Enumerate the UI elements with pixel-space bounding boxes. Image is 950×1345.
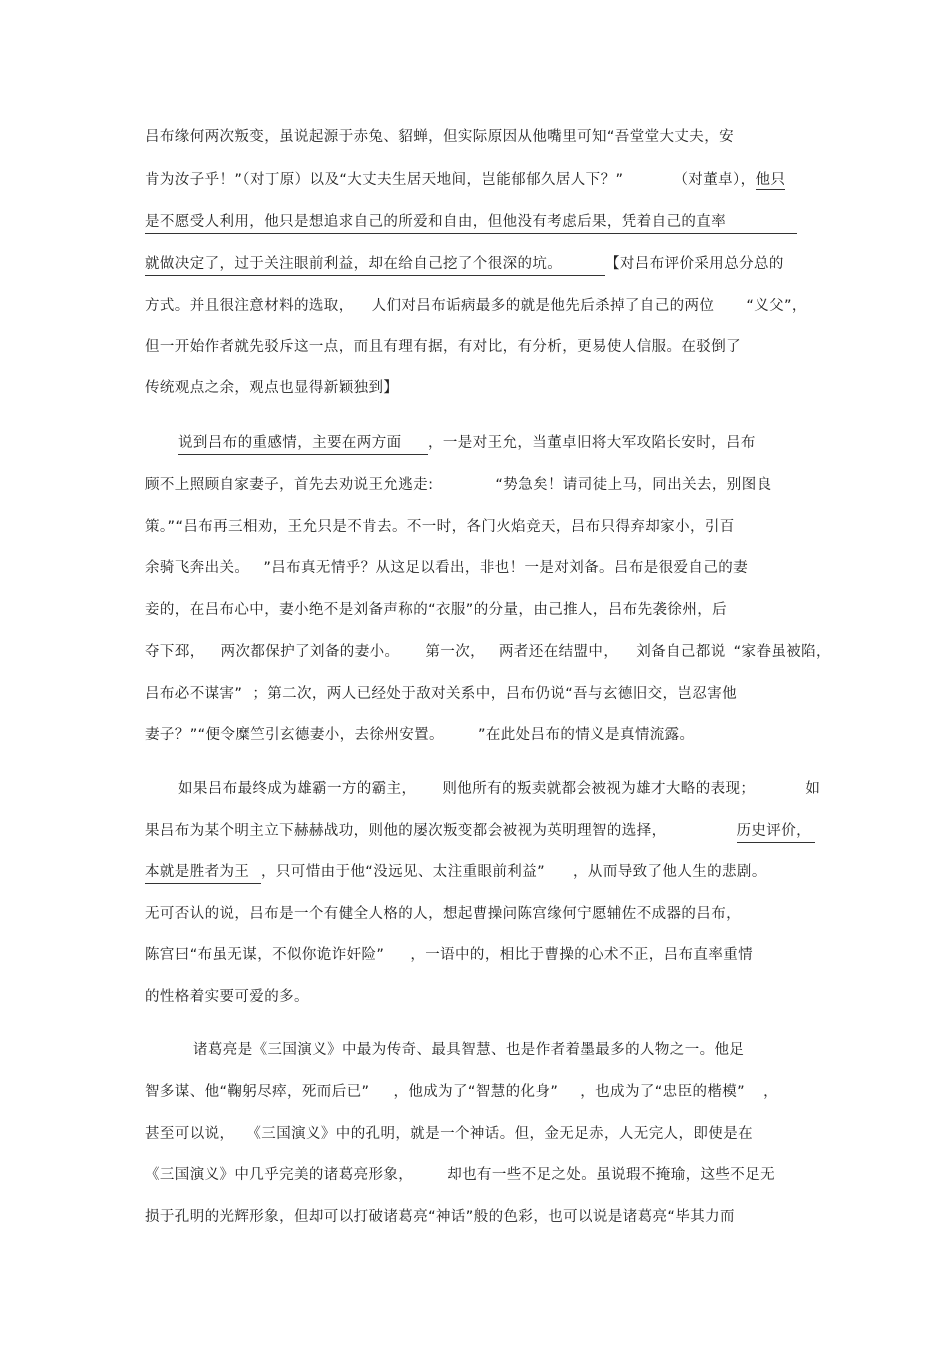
text-line: 损于孔明的光辉形象，但却可以打破诸葛亮“神话”般的色彩，也可以说是诸葛亮“毕其力而	[145, 1209, 735, 1225]
text-line: 说到吕布的重感情，主要在两方面 ，一是对王允，当董卓旧将大军攻陷长安时，吕布	[178, 433, 756, 455]
text-line: 肯为汝子乎！”（对丁原）以及“大丈夫生居天地间，岂能郁郁久居人下？” （对董卓），他只	[145, 172, 786, 188]
text-line: 方式。并且很注意材料的选取， 人们对吕布诟病最多的就是他先后杀掉了自己的两位 “义父”，	[145, 298, 807, 314]
text-line: 的性格着实要可爱的多。	[145, 989, 309, 1005]
text-line: 无可否认的说，吕布是一个有健全人格的人，想起曹操问陈宫缘何宁愿辅佐不成器的吕布，	[145, 906, 741, 922]
text-line: 吕布必不谋害” ；第二次，两人已经处于敌对关系中，吕布仍说“吾与玄德旧交，岂忍害他	[145, 686, 738, 702]
text-line: 顾不上照顾自家妻子，首先去劝说王允逃走: “势急矣！请司徒上马，同出关去，别图良	[145, 477, 772, 493]
text-line	[145, 212, 797, 234]
text-line: 陈宫曰“布虽无谋，不似你诡诈奸险” ，一语中的，相比于曹操的心术不正，吕布直率重情	[145, 947, 754, 963]
underlined-text: 说到吕布的重感情，主要在两方面	[178, 433, 428, 455]
text-line: 余骑飞奔出关。 ”吕布真无情乎？从这足以看出，非也！一是对刘备。吕布是很爱自己的妻	[145, 560, 749, 576]
underlined-text: 历史评价，	[737, 821, 815, 843]
text-line: 本就是胜者为王 ，只可惜由于他“没远见、太注重眼前利益” ，从而导致了他人生的悲剧。	[145, 862, 767, 884]
text-line: 如果吕布最终成为雄霸一方的霸主， 则他所有的叛卖就都会被视为雄才大略的表现； 如	[178, 781, 821, 797]
text-line: 夺下邳， 两次都保护了刘备的妻小。 第一次， 两者还在结盟中， 刘备自己都说 “家眷虽被陷，	[145, 644, 831, 660]
text-line: 妻子？”“便令糜竺引玄德妻小，去徐州安置。 ”在此处吕布的情义是真情流露。	[145, 727, 695, 743]
text-line: 智多谋、他“鞠躬尽瘁，死而后已” ，他成为了“智慧的化身” ，也成为了“忠臣的楷模” ，	[145, 1084, 778, 1100]
text-line: 《三国演义》中几乎完美的诸葛亮形象， 却也有一些不足之处。虽说瑕不掩瑜，这些不足无	[145, 1167, 776, 1183]
text-line: 传统观点之余，观点也显得新颖独到】	[145, 380, 399, 396]
text-line: 诸葛亮是《三国演义》中最为传奇、最具智慧、也是作者着墨最多的人物之一。他足	[193, 1042, 745, 1058]
text-line: 策。”“吕布再三相劝，王允只是不肯去。不一时，各门火焰竞天，吕布只得弃却家小，引百	[145, 519, 735, 535]
text-line: 妾的，在吕布心中，妻小绝不是刘备声称的“衣服”的分量，由己推人，吕布先袭徐州，后	[145, 602, 728, 618]
underlined-text: 就做决定了，过于关注眼前利益，却在给自己挖了个很深的坑。	[145, 254, 605, 276]
text-line: 果吕布为某个明主立下赫赫战功，则他的屡次叛变都会被视为英明理智的选择， 历史评价，	[145, 821, 815, 843]
underlined-text: 本就是胜者为王	[145, 862, 261, 884]
text-line: 但一开始作者就先驳斥这一点，而且有理有据，有对比，有分析，更易使人信服。在驳倒了	[145, 339, 741, 355]
text-line: 就做决定了，过于关注眼前利益，却在给自己挖了个很深的坑。 【对吕布评价采用总分总的	[145, 254, 784, 276]
underlined-text: 是不愿受人利用，他只是想追求自己的所爱和自由，但他没有考虑后果，凭着自己的直率	[145, 212, 797, 234]
underlined-text: 他只	[755, 172, 786, 188]
text-line: 吕布缘何两次叛变，虽说起源于赤兔、貂蝉，但实际原因从他嘴里可知“吾堂堂大丈夫，安	[145, 129, 735, 145]
text-line: 甚至可以说， 《三国演义》中的孔明，就是一个神话。但，金无足赤，人无完人，即使是在	[145, 1126, 754, 1142]
